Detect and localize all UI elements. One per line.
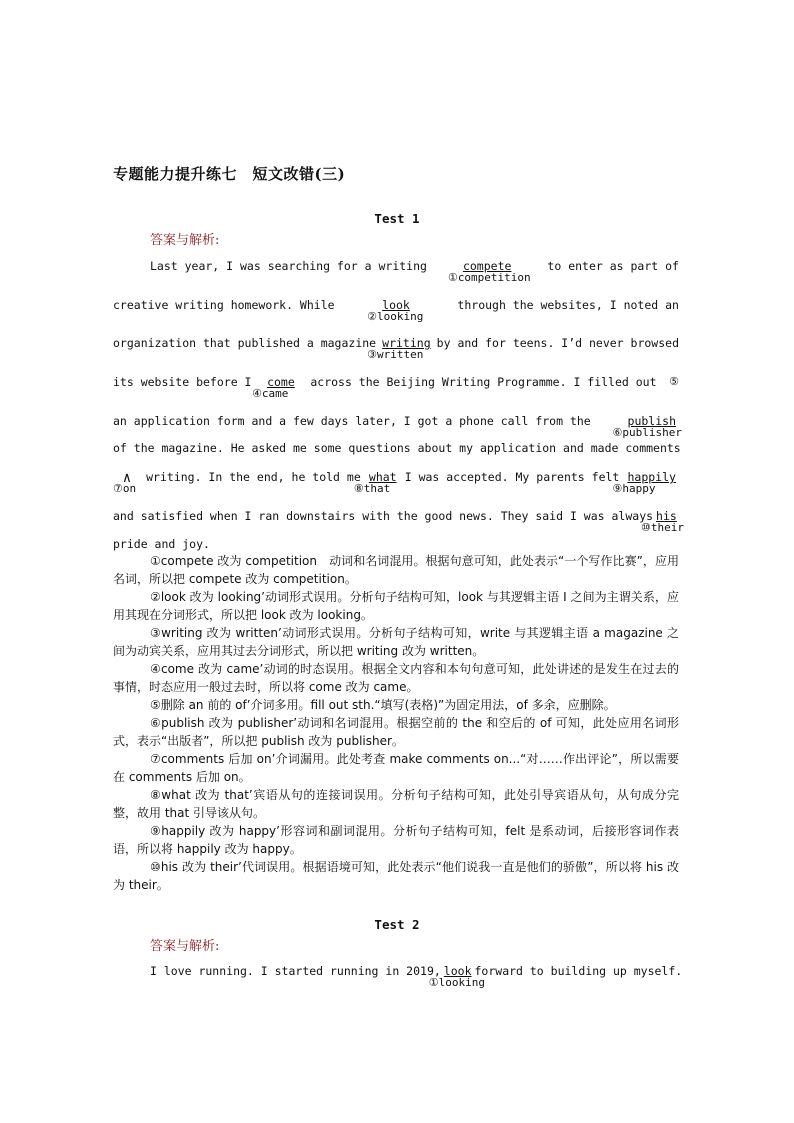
wrong-word: happily <box>627 470 676 484</box>
passage-line <box>113 470 679 495</box>
correction <box>447 259 531 284</box>
explanation-item: ①compete 改为 competition 动词和名词混用。根据句意可知，此处表示“一个写作比赛”，应用名词，所以把 compete 改为 competition。 <box>113 554 679 586</box>
wrong-word: what <box>368 470 397 484</box>
corrected-word: ⑧that <box>353 482 391 495</box>
passage-line <box>113 509 685 534</box>
passage-text: creative writing homework. While <box>113 298 335 312</box>
passage-text: I was accepted. My parents felt <box>404 470 620 484</box>
passage-text: organization that published a magazine <box>113 336 377 350</box>
passage-line <box>113 441 679 455</box>
passage-text: pride and joy. <box>113 537 210 551</box>
explanation-item: ⑩his 改为 their’代词误用。根据语境可知，此处表示“他们说我一直是他们的骄傲”，所以将 his 改为 their。 <box>113 860 679 892</box>
passage-text: through the websites, I noted an <box>457 298 679 312</box>
passage-text: writing. In the end, he told me <box>146 470 361 484</box>
explanation-item: ⑤删除 an 前的 of’介词多用。fill out sth.“填写(表格)”为固定用法，of 多余，应删除。 <box>150 698 616 712</box>
passage-text: of the magazine. He asked me some questions about my application and made comments <box>113 441 681 455</box>
corrected-word: ①looking <box>428 976 486 989</box>
test2-answer-label: 答案与解析: <box>150 939 220 954</box>
correction <box>353 470 400 495</box>
passage-text: by and for teens. I’d never browsed <box>436 336 679 350</box>
passage-line <box>113 298 679 323</box>
correction <box>367 298 424 323</box>
corrected-word: ②looking <box>367 310 424 323</box>
passage-line <box>113 259 679 284</box>
correction-mark: ⑤ <box>669 375 679 388</box>
passage-text: its website before I <box>113 375 252 389</box>
wrong-word: compete <box>462 259 512 273</box>
passage-text: across the Beijing Writing Programme. I filled out <box>310 375 657 389</box>
correction <box>612 470 678 495</box>
passage-text: forward to building up myself. <box>474 964 683 978</box>
explanation-item: ⑨happily 改为 happy’形容词和副词混用。分析句子结构可知，felt 是系动词，后接形容词作表语，所以将 happily 改为 happy。 <box>113 824 679 856</box>
explanation-item: ④come 改为 came’动词的时态误用。根据全文内容和本句句意可知，此处讲述的是发生在过去的事情，时态应用一般过去时，所以将 come 改为 came。 <box>113 662 679 694</box>
passage-line <box>113 336 679 361</box>
test1-heading: Test 1 <box>374 211 420 226</box>
passage-text: to enter as part of <box>547 259 679 273</box>
explanation-item: ⑧what 改为 that’宾语从句的连接词误用。分析句子结构可知，此处引导宾语从句，从句成分完整，故用 that 引导该从句。 <box>113 788 679 820</box>
correction <box>612 414 682 439</box>
passage-text: I love running. I started running in 2019, <box>150 964 441 978</box>
corrected-word: ⑨happy <box>612 482 656 495</box>
corrected-word: ③written <box>367 348 424 361</box>
explanation-item: ③writing 改为 written’动词形式误用。分析句子结构可知，write 与其逻辑主语 a magazine 之间为动宾关系，应用其过去分词形式，所以把 writing 改为 written。 <box>113 626 679 658</box>
correction <box>641 509 685 534</box>
page-title: 专题能力提升练七 短文改错(三) <box>113 165 346 183</box>
passage-text: and satisfied when I ran downstairs with the good news. They said I was always <box>113 509 654 523</box>
corrected-word: ①competition <box>447 271 531 284</box>
wrong-word: his <box>656 509 677 523</box>
wrong-word: publish <box>627 414 676 428</box>
wrong-word: look <box>443 964 472 978</box>
correction <box>367 336 433 361</box>
insert-mark <box>113 470 141 495</box>
corrected-word: ④came <box>252 387 289 400</box>
passage-line <box>113 414 682 439</box>
passage-line <box>113 375 679 400</box>
passage-text: an application form and a few days later, I got a phone call from the <box>113 414 591 428</box>
explanation-item: ⑦comments 后加 on’介词漏用。此处考查 make comments on...“对……作出评论”，所以需要在 comments 后加 on。 <box>113 752 679 784</box>
corrected-word: ⑩their <box>641 521 685 534</box>
correction <box>428 964 486 989</box>
explanations <box>113 552 679 894</box>
passage-text: Last year, I was searching for a writing <box>150 259 427 273</box>
wrong-word: look <box>382 298 410 312</box>
explanation-item: ②look 改为 looking’动词形式误用。分析句子结构可知，look 与其逻辑主语 I 之间为主谓关系，应用其现在分词形式，所以把 look 改为 looking。 <box>113 590 679 622</box>
caret-icon: ∧ <box>122 470 132 486</box>
test2-heading: Test 2 <box>374 917 420 932</box>
wrong-word: writing <box>382 336 431 350</box>
passage-line <box>113 537 679 551</box>
correction <box>252 375 298 400</box>
explanation-item: ⑥publish 改为 publisher’动词和名词混用。根据空前的 the 和空后的 of 可知，此处应用名词形式，表示“出版者”，所以把 publish 改为 publisher。 <box>113 716 679 748</box>
passage-line <box>113 964 683 989</box>
test1-answer-label: 答案与解析: <box>150 233 220 248</box>
corrected-word: ⑦on <box>113 482 137 495</box>
wrong-word: come <box>267 375 295 389</box>
corrected-word: ⑥publisher <box>612 426 682 439</box>
